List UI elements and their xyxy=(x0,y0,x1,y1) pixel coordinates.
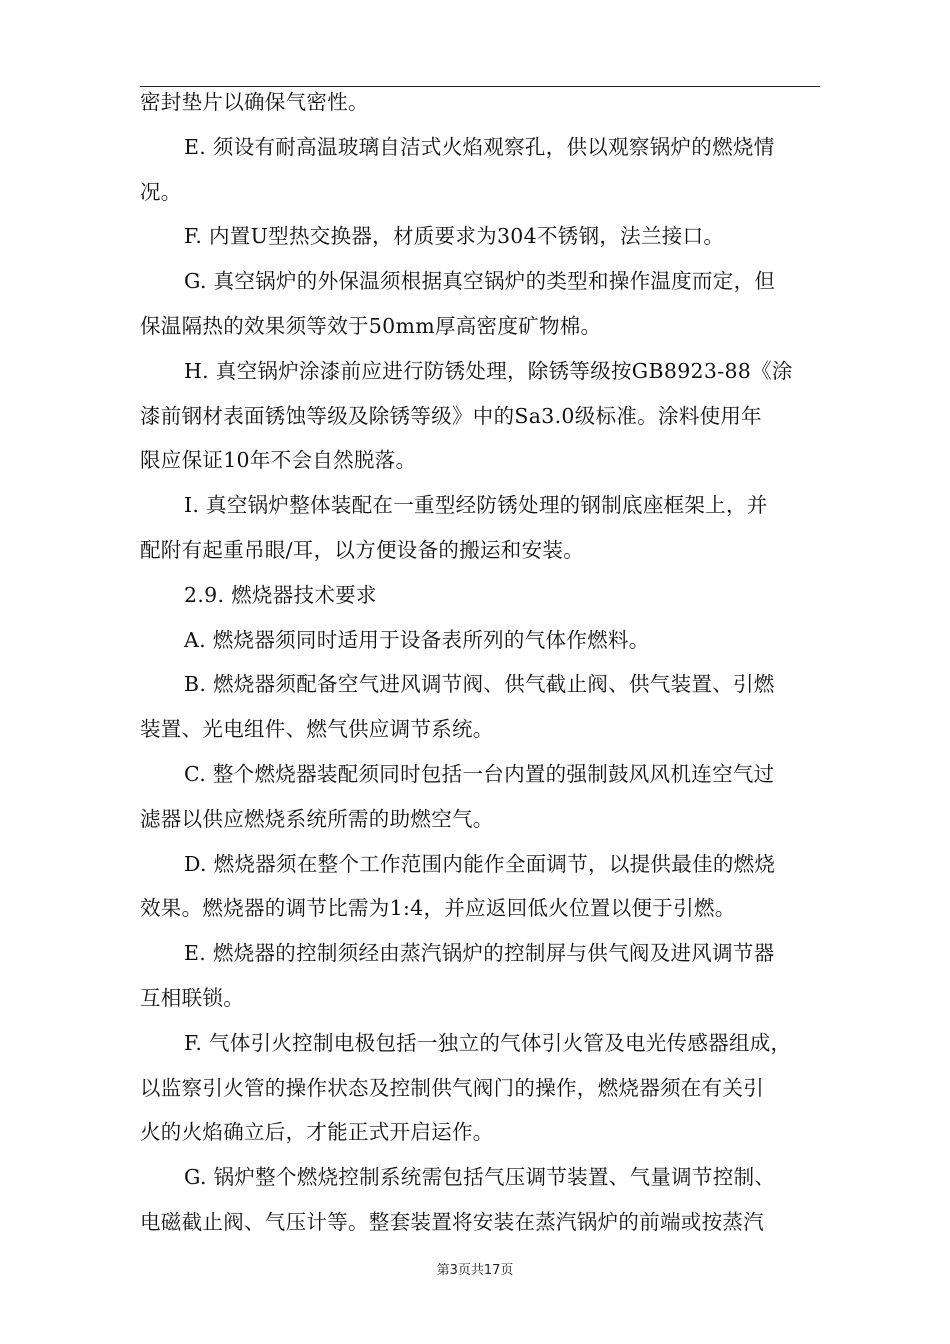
text-line: 密封垫片以确保气密性。 xyxy=(140,90,369,114)
burner-paragraph-g-line-2: 电磁截止阀、气压计等。整套装置将安装在蒸汽锅炉的前端或按蒸汽 xyxy=(140,1209,764,1234)
paragraph-h-line-1: H. 真空锅炉涂漆前应进行防锈处理，除锈等级按GB8923-88《涂 xyxy=(184,358,793,383)
burner-paragraph-b-line-2: 装置、光电组件、燃气供应调节系统。 xyxy=(140,717,494,742)
paragraph-i-line-1: I. 真空锅炉整体装配在一重型经防锈处理的钢制底座框架上，并 xyxy=(184,493,768,518)
header-rule xyxy=(140,86,820,87)
paragraph-h-line-3: 限应保证10年不会自然脱落。 xyxy=(140,448,417,473)
burner-paragraph-f-line-2: 以监察引火管的操作状态及控制供气阀门的操作，燃烧器须在有关引 xyxy=(140,1075,764,1100)
burner-paragraph-b-line-1: B. 燃烧器须配备空气进风调节阀、供气截止阀、供气装置、引燃 xyxy=(184,672,775,697)
burner-paragraph-g-line-1: G. 锅炉整个燃烧控制系统需包括气压调节装置、气量调节控制、 xyxy=(184,1165,776,1190)
body-text xyxy=(140,88,824,1237)
paragraph-e-line-2: 况。 xyxy=(140,179,182,204)
paragraph-h-line-2: 漆前钢材表面锈蚀等级及除锈等级》中的Sa3.0级标准。涂料使用年 xyxy=(140,403,762,428)
paragraph-e-line-1: E. 须设有耐高温玻璃自洁式火焰观察孔，供以观察锅炉的燃烧情 xyxy=(184,134,775,159)
burner-paragraph-c-line-2: 滤器以供应燃烧系统所需的助燃空气。 xyxy=(140,806,494,831)
paragraph-g-line-1: G. 真空锅炉的外保温须根据真空锅炉的类型和操作温度而定，但 xyxy=(184,269,776,294)
paragraph-f-line-1: F. 内置U型热交换器，材质要求为304不锈钢，法兰接口。 xyxy=(184,224,725,249)
burner-paragraph-d-line-1: D. 燃烧器须在整个工作范围内能作全面调节，以提供最佳的燃烧 xyxy=(184,851,776,876)
burner-paragraph-e-line-2: 互相联锁。 xyxy=(140,985,244,1010)
burner-paragraph-a-line-1: A. 燃烧器须同时适用于设备表所列的气体作燃料。 xyxy=(184,627,650,652)
burner-paragraph-d-line-2: 效果。燃烧器的调节比需为1:4，并应返回低火位置以便于引燃。 xyxy=(140,896,736,921)
paragraph-i-line-2: 配附有起重吊眼/耳，以方便设备的搬运和安装。 xyxy=(140,537,585,562)
burner-paragraph-c-line-1: C. 整个燃烧器装配须同时包括一台内置的强制鼓风风机连空气过 xyxy=(184,761,775,786)
burner-paragraph-e-line-1: E. 燃烧器的控制须经由蒸汽锅炉的控制屏与供气阀及进风调节器 xyxy=(184,941,775,966)
burner-paragraph-f-line-3: 火的火焰确立后，才能正式开启运作。 xyxy=(140,1120,494,1145)
section-heading: 2.9. 燃烧器技术要求 xyxy=(184,582,377,607)
page-number: 第3页共17页 xyxy=(436,1263,514,1278)
burner-paragraph-f-line-1: F. 气体引火控制电极包括一独立的气体引火管及电光传感器组成， xyxy=(184,1030,792,1055)
paragraph-g-line-2: 保温隔热的效果须等效于50mm厚高密度矿物棉。 xyxy=(140,313,602,338)
